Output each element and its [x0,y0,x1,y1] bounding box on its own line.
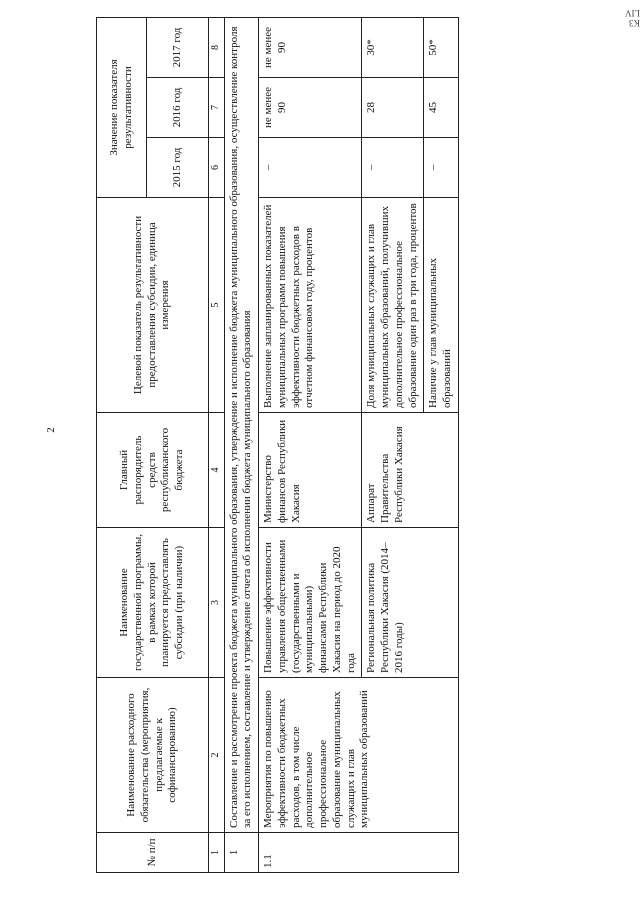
colnum: 3 [209,528,225,678]
row-distributor: Аппарат Правительства Республики Хакасия [362,413,459,528]
colnum: 8 [209,17,225,77]
row-program: Региональная политика Республики Хакасия (2014–2016 годы) [362,528,459,678]
row-obligation: Мероприятия по повышению эффективности бюджетных расходов, в том числе дополнительное профессиональное образование муниципальных служащих и глав муниципальных образований [259,678,459,833]
section-row [224,17,259,872]
section-text: Составление и рассмотрение проекта бюджета муниципального образования, утверждение и исполнение бюджета муниципального образования, осуществление контроля за его исполнением, составление и утверждение отчета об исполнении бюджета муниципального образования [224,17,259,832]
row-2016: 45 [424,78,459,138]
row-indicator: Доля муниципальных служащих и глав муниципальных образований, получивших дополнительное профессиональное образование один раз в три года, процентов [362,198,424,413]
row-2016: 28 [362,78,424,138]
colnum: 6 [209,138,225,198]
colnum: 2 [209,678,225,833]
subsidy-table [96,17,459,873]
colnum: 7 [209,78,225,138]
row-indicator: Выполнение запланированных показателей муниципальных программ повышения эффективности бюджетных расходов в отчетном финансовом году, процентов [259,198,362,413]
row-2015: – [362,138,424,198]
header-2015: 2015 год [147,138,209,198]
header-distributor: Главный распорядитель средств республиканского бюджета [97,413,209,528]
corner-mark: K3 LIV [625,8,640,28]
row-2017: не менее 90 [259,17,362,77]
colnum: 1 [209,833,225,873]
header-2016: 2016 год [147,78,209,138]
column-numbers-row [209,17,225,872]
table-row [259,17,362,872]
header-obligation: Наименование расходного обязательства (мероприятия, предлагаемые к софинансированию) [97,678,209,833]
section-num: 1 [224,833,259,873]
header-num: № п/п [97,833,209,873]
row-2016: не менее 90 [259,78,362,138]
page-number: 2 [44,427,57,433]
header-program: Наименование государственной программы, в рамках которой планируется предоставлять субсидии (при наличии) [97,528,209,678]
row-program: Повышение эффективности управления общественными (государственными и муниципальными) финансами Республики Хакасия на период до 2020 года [259,528,362,678]
rotated-table-page [96,18,616,873]
row-2017: 30* [362,17,424,77]
header-values: Значение показателя результативности [97,17,147,197]
header-2017: 2017 год [147,17,209,77]
row-indicator: Наличие у глав муниципальных образований [424,198,459,413]
row-2015: – [424,138,459,198]
row-num: 1.1 [259,833,459,873]
colnum: 5 [209,198,225,413]
row-2017: 50* [424,17,459,77]
row-distributor: Министерство финансов Республики Хакасия [259,413,362,528]
header-indicator: Целевой показатель результативности предоставления субсидии, единица измерения [97,198,209,413]
row-2015: – [259,138,362,198]
colnum: 4 [209,413,225,528]
